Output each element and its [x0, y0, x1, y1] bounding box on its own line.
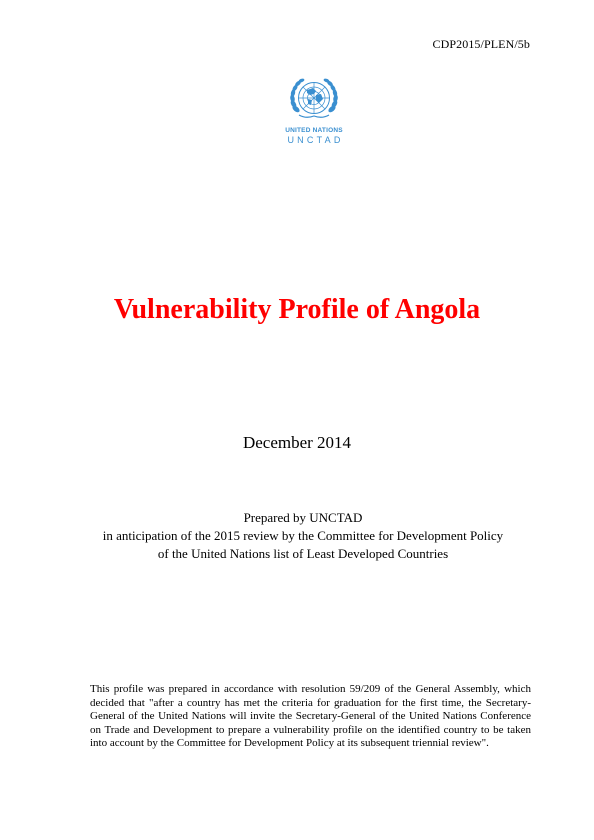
- logo-unctad-text: UNCTAD: [287, 135, 344, 145]
- document-date: December 2014: [242, 433, 352, 452]
- footnote-paragraph: This profile was prepared in accordance with resolution 59/209 of the General Assembly, which decided that "after a country has met the criteria for graduation for the first time, the Secretary-General of the United Nations will invite the Secretary-General of the United Nations Conference on Trade and Development to prepare a vulnerability profile on the identified country to be taken into account by the Committee for Development Policy at its subsequent triennial review".: [90, 683, 531, 750]
- unctad-logo: [266, 73, 362, 153]
- un-emblem-icon: [266, 73, 362, 127]
- document-title: Vulnerability Profile of Angola: [113, 294, 481, 325]
- logo-united-nations-text: UNITED NATIONS: [285, 127, 343, 134]
- prepared-by-line: Prepared by UNCTAD: [243, 510, 363, 525]
- prepared-by-block: [0, 509, 594, 563]
- document-code: CDP2015/PLEN/5b: [432, 37, 530, 51]
- anticipation-line: in anticipation of the 2015 review by the Committee for Development Policy: [102, 528, 504, 543]
- ldc-list-line: of the United Nations list of Least Developed Countries: [157, 546, 449, 561]
